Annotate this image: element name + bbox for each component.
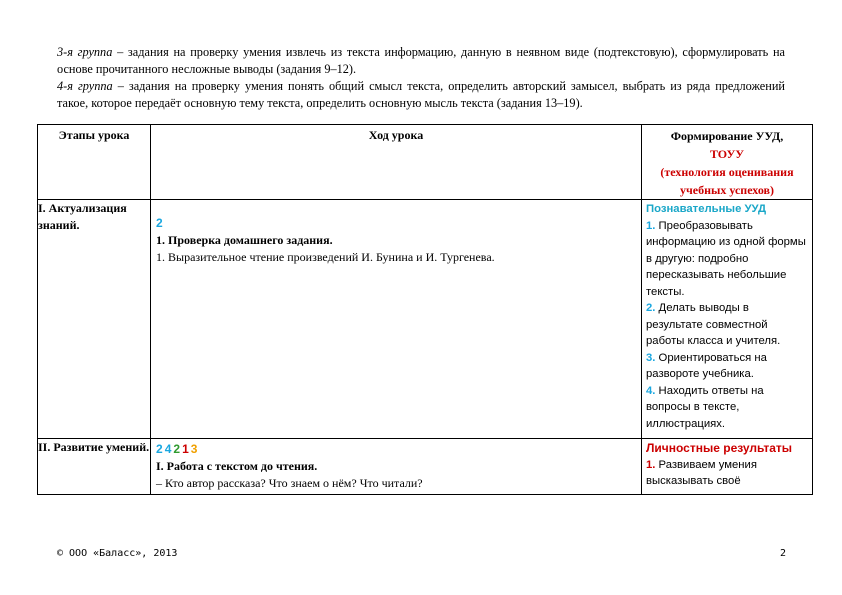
table-row bbox=[38, 200, 813, 439]
row2-digit: 2 bbox=[156, 442, 163, 456]
row1-item: 1. Выразительное чтение произведений И. Бунина и И. Тургенева. bbox=[156, 250, 495, 264]
group4-text: – задания на проверку умения понять общий смысл текста, определить авторский замысел, выбрать из ряда предложений такое, которое передаёт основную тему текста, определить основную мысль текста (задания 13–19). bbox=[57, 79, 785, 110]
stage-actualization: I. Актуализация знаний. bbox=[38, 200, 151, 439]
header-uud-line1: Формирование УУД, bbox=[670, 129, 784, 143]
row2-item: – Кто автор рассказа? Что знаем о нём? Что читали? bbox=[156, 476, 423, 490]
row2-digit: 4 bbox=[164, 442, 172, 456]
table-header-row bbox=[38, 125, 813, 200]
uud-item: 4. Находить ответы на вопросы в тексте, иллюстрациях. bbox=[646, 384, 764, 430]
table-row bbox=[38, 439, 813, 495]
uud-item: 1. Развиваем умения высказывать своё bbox=[646, 458, 757, 487]
lesson-table bbox=[37, 124, 813, 495]
row2-digit: 3 bbox=[190, 442, 198, 456]
group3-label: 3-я группа bbox=[57, 45, 113, 59]
group3-text: – задания на проверку умения извлечь из текста информацию, данную в неявном виде (подтекстовую), сформулировать на основе прочитанного несложные выводы (задания 9–12). bbox=[57, 45, 785, 76]
row2-digits bbox=[156, 441, 636, 458]
row1-heading: 1. Проверка домашнего задания. bbox=[156, 233, 333, 247]
intro-paragraph-group4 bbox=[57, 78, 785, 112]
header-uud-toou-desc: (технология оценивания учебных успехов) bbox=[660, 165, 794, 197]
header-lesson-flow: Ход урока bbox=[151, 125, 642, 200]
uud-item: 3. Ориентироваться на развороте учебника. bbox=[646, 351, 767, 380]
intro-paragraph-group3 bbox=[57, 44, 785, 78]
uud-cell bbox=[642, 439, 813, 495]
row1-digit: 2 bbox=[156, 216, 163, 230]
intro-text bbox=[57, 44, 785, 112]
header-uud-toou: ТОУУ bbox=[709, 147, 745, 161]
page-number: 2 bbox=[780, 548, 787, 559]
stage-skills-development: II. Развитие умений. bbox=[38, 439, 151, 495]
row2-digit: 1 bbox=[182, 442, 189, 456]
group4-label: 4-я группа bbox=[57, 79, 113, 93]
header-uud bbox=[642, 125, 813, 200]
uud-item: 1. Преобразовывать информацию из одной формы в другую: подробно пересказывать небольшие тексты. bbox=[646, 219, 806, 298]
uud-cell bbox=[642, 200, 813, 439]
header-stages: Этапы урока bbox=[38, 125, 151, 200]
row2-digit: 2 bbox=[173, 442, 181, 456]
uud-item: 2. Делать выводы в результате совместной работы класса и учителя. bbox=[646, 302, 781, 347]
lesson-flow-cell bbox=[151, 439, 642, 495]
uud-cognitive-title: Познавательные УУД bbox=[646, 203, 767, 215]
footer-copyright: © ООО «Баласс», 2013 bbox=[57, 548, 178, 559]
lesson-flow-cell bbox=[151, 200, 642, 439]
row2-heading: I. Работа с текстом до чтения. bbox=[156, 459, 318, 473]
uud-personal-title: Личностные результаты bbox=[646, 441, 793, 455]
